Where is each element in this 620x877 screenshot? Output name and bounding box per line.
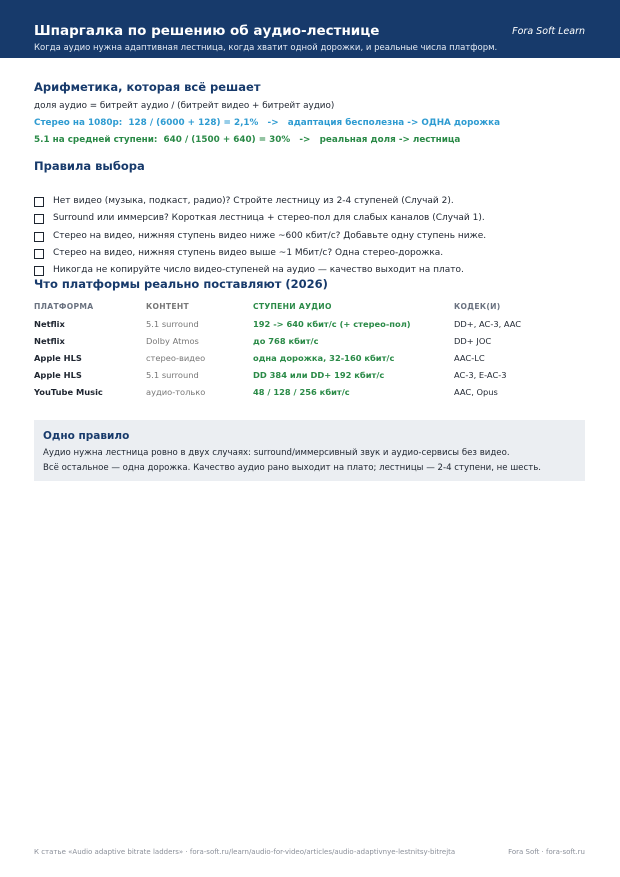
checkbox[interactable] [34, 197, 44, 207]
page-title: Шпаргалка по решению об аудио-лестнице [34, 23, 380, 39]
cell-audio-tiers: DD 384 или DD+ 192 кбит/с [253, 369, 385, 380]
cell-platform: Netflix [34, 318, 65, 329]
cell-audio-tiers: одна дорожка, 32-160 кбит/с [253, 352, 395, 363]
cell-audio-tiers: 192 -> 640 кбит/с (+ стерео-пол) [253, 318, 411, 329]
page-header [0, 0, 620, 58]
callout-line: Всё остальное — одна дорожка. Качество аудио рано выходит на плато; лестницы — 2-4 ступени, не шесть. [43, 463, 542, 473]
platforms-table [34, 298, 584, 400]
cell-content: аудио-только [146, 386, 206, 397]
rule-text: Surround или иммерсив? Короткая лестница + стерео-пол для слабых каналов (Случай 1). [53, 213, 485, 223]
cell-codecs: DD+, AC-3, AAC [454, 318, 522, 329]
column-header-codecs: КОДЕК(И) [454, 302, 501, 311]
page-subtitle: Когда аудио нужна адаптивная лестница, когда хватит одной дорожки, и реальные числа платформ. [34, 43, 498, 53]
table-row [34, 366, 584, 383]
column-header-content: КОНТЕНТ [146, 302, 190, 311]
cell-codecs: AAC-LC [454, 352, 485, 363]
rule-item [34, 193, 454, 209]
cell-platform: YouTube Music [34, 386, 103, 397]
platforms-heading: Что платформы реально поставляют (2026) [34, 277, 328, 291]
footer-brand: Fora Soft · fora-soft.ru [508, 848, 585, 856]
rule-item [34, 262, 464, 278]
table-row [34, 383, 584, 400]
arithmetic-example-stereo: Стерео на 1080p: 128 / (6000 + 128) = 2,1% -> адаптация бесполезна -> ОДНА дорожка [34, 118, 501, 128]
checkbox[interactable] [34, 249, 44, 259]
cell-platform: Apple HLS [34, 352, 82, 363]
table-row [34, 349, 584, 366]
footer-source-link[interactable]: К статье «Audio adaptive bitrate ladders» · fora-soft.ru/learn/audio-for-video/articles/audio-adaptivnye-lestnitsy-bitrejta [34, 848, 456, 856]
rule-text: Стерео на видео, нижняя ступень видео ниже ~600 кбит/с? Добавьте одну ступень ниже. [53, 231, 487, 241]
table-header-row [34, 298, 584, 315]
arithmetic-example-surround: 5.1 на средней ступени: 640 / (1500 + 640) = 30% -> реальная доля -> лестница [34, 135, 461, 145]
checkbox[interactable] [34, 214, 44, 224]
cell-content: Dolby Atmos [146, 335, 199, 346]
column-header-platform: ПЛАТФОРМА [34, 302, 94, 311]
rule-item [34, 228, 486, 244]
column-header-audio-tiers: СТУПЕНИ АУДИО [253, 302, 332, 311]
brand-label: Fora Soft Learn [512, 26, 585, 37]
rule-item [34, 210, 485, 226]
callout-title: Одно правило [43, 430, 130, 442]
cell-audio-tiers: 48 / 128 / 256 кбит/с [253, 386, 350, 397]
one-rule-callout [34, 420, 585, 481]
cell-codecs: AC-3, E-AC-3 [454, 369, 507, 380]
cell-platform: Netflix [34, 335, 65, 346]
table-row [34, 332, 584, 349]
cell-codecs: AAC, Opus [454, 386, 498, 397]
rule-item [34, 245, 443, 261]
table-row [34, 315, 584, 332]
checkbox[interactable] [34, 266, 44, 276]
rules-heading: Правила выбора [34, 159, 145, 173]
rule-text: Никогда не копируйте число видео-ступеней на аудио — качество выходит на плато. [53, 265, 464, 275]
cell-content: стерео-видео [146, 352, 206, 363]
arithmetic-formula: доля аудио = битрейт аудио / (битрейт видео + битрейт аудио) [34, 101, 335, 111]
rule-text: Нет видео (музыка, подкаст, радио)? Стройте лестницу из 2-4 ступеней (Случай 2). [53, 196, 454, 206]
cell-codecs: DD+ JOC [454, 335, 492, 346]
callout-line: Аудио нужна лестница ровно в двух случаях: surround/иммерсивный звук и аудио-сервисы без видео. [43, 448, 510, 458]
cell-audio-tiers: до 768 кбит/с [253, 335, 319, 346]
checkbox[interactable] [34, 232, 44, 242]
cell-content: 5.1 surround [146, 369, 199, 380]
rule-text: Стерео на видео, нижняя ступень видео выше ~1 Мбит/с? Одна стерео-дорожка. [53, 248, 444, 258]
arithmetic-heading: Арифметика, которая всё решает [34, 80, 261, 94]
cell-content: 5.1 surround [146, 318, 199, 329]
cell-platform: Apple HLS [34, 369, 82, 380]
